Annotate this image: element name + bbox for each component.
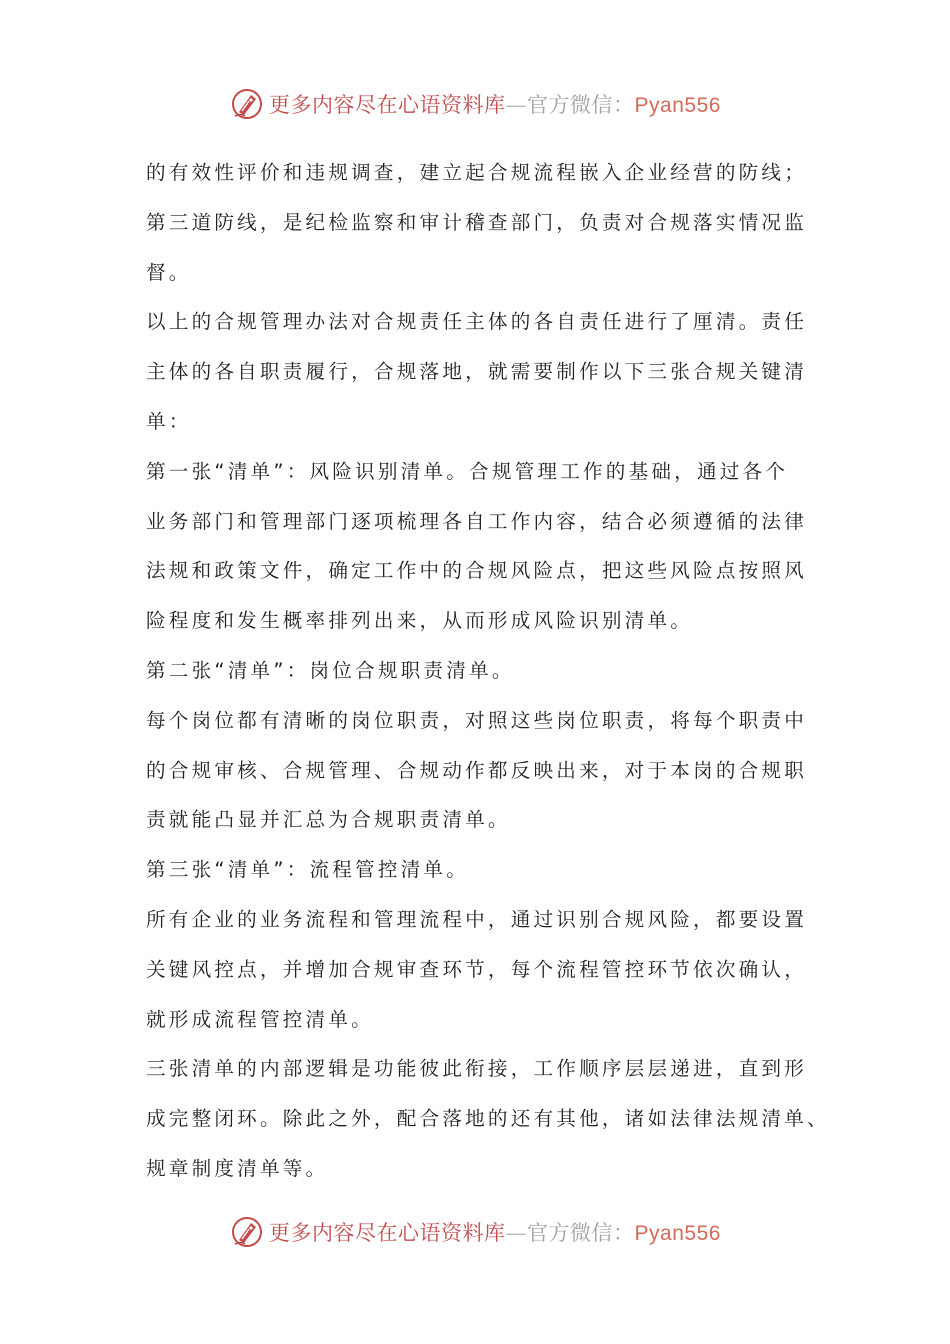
body-line: 险程度和发生概率排列出来，从而形成风险识别清单。 <box>146 609 694 633</box>
watermark-label: 官方微信： <box>527 1221 635 1245</box>
watermark-site-text: 更多内容尽在心语资料库 <box>269 93 506 117</box>
document-body <box>146 148 830 1194</box>
watermark-site-text: 更多内容尽在心语资料库 <box>269 1221 506 1245</box>
body-line: 所有企业的业务流程和管理流程中，通过识别合规风险，都要设置 <box>146 907 808 931</box>
watermark-wechat-id: Pyan556 <box>634 94 721 117</box>
body-line: 每个岗位都有清晰的岗位职责，对照这些岗位职责，将每个职责中 <box>146 708 808 732</box>
body-line: 第三张“清单”：流程管控清单。 <box>146 858 470 882</box>
pen-nib-logo-icon <box>229 1214 265 1250</box>
body-line: 的合规审核、合规管理、合规动作都反映出来，对于本岗的合规职 <box>146 758 808 782</box>
body-line: 单： <box>146 409 192 433</box>
pen-nib-logo-icon <box>229 86 265 122</box>
body-line: 规章制度清单等。 <box>146 1156 329 1180</box>
watermark-text <box>269 1217 721 1247</box>
footer-watermark-banner <box>0 1212 950 1252</box>
body-line: 成完整闭环。除此之外，配合落地的还有其他，诸如法律法规清单、 <box>146 1107 830 1131</box>
body-line: 第一张“清单”：风险识别清单。合规管理工作的基础，通过各个 <box>146 459 789 483</box>
body-line: 第三道防线，是纪检监察和审计稽查部门，负责对合规落实情况监 <box>146 210 808 234</box>
watermark-separator: — <box>505 93 528 117</box>
body-line: 以上的合规管理办法对合规责任主体的各自责任进行了厘清。责任 <box>146 310 808 334</box>
watermark-label: 官方微信： <box>527 93 635 117</box>
body-line: 的有效性评价和违规调查，建立起合规流程嵌入企业经营的防线； <box>146 161 808 184</box>
body-line: 督。 <box>146 260 192 284</box>
body-line: 第二张“清单”：岗位合规职责清单。 <box>146 658 515 682</box>
watermark-text <box>269 89 721 119</box>
body-line: 就形成流程管控清单。 <box>146 1007 374 1031</box>
body-line: 业务部门和管理部门逐项梳理各自工作内容，结合必须遵循的法律 <box>146 509 808 533</box>
body-line: 责就能凸显并汇总为合规职责清单。 <box>146 808 511 832</box>
watermark-separator: — <box>505 1221 528 1245</box>
body-line: 三张清单的内部逻辑是功能彼此衔接，工作顺序层层递进，直到形 <box>146 1057 808 1081</box>
body-line: 关键风控点，并增加合规审查环节，每个流程管控环节依次确认， <box>146 957 808 981</box>
header-watermark-banner <box>0 84 950 124</box>
body-line: 法规和政策文件，确定工作中的合规风险点，把这些风险点按照风 <box>146 559 808 583</box>
body-line: 主体的各自职责履行，合规落地，就需要制作以下三张合规关键清 <box>146 360 808 384</box>
watermark-wechat-id: Pyan556 <box>634 1222 721 1245</box>
